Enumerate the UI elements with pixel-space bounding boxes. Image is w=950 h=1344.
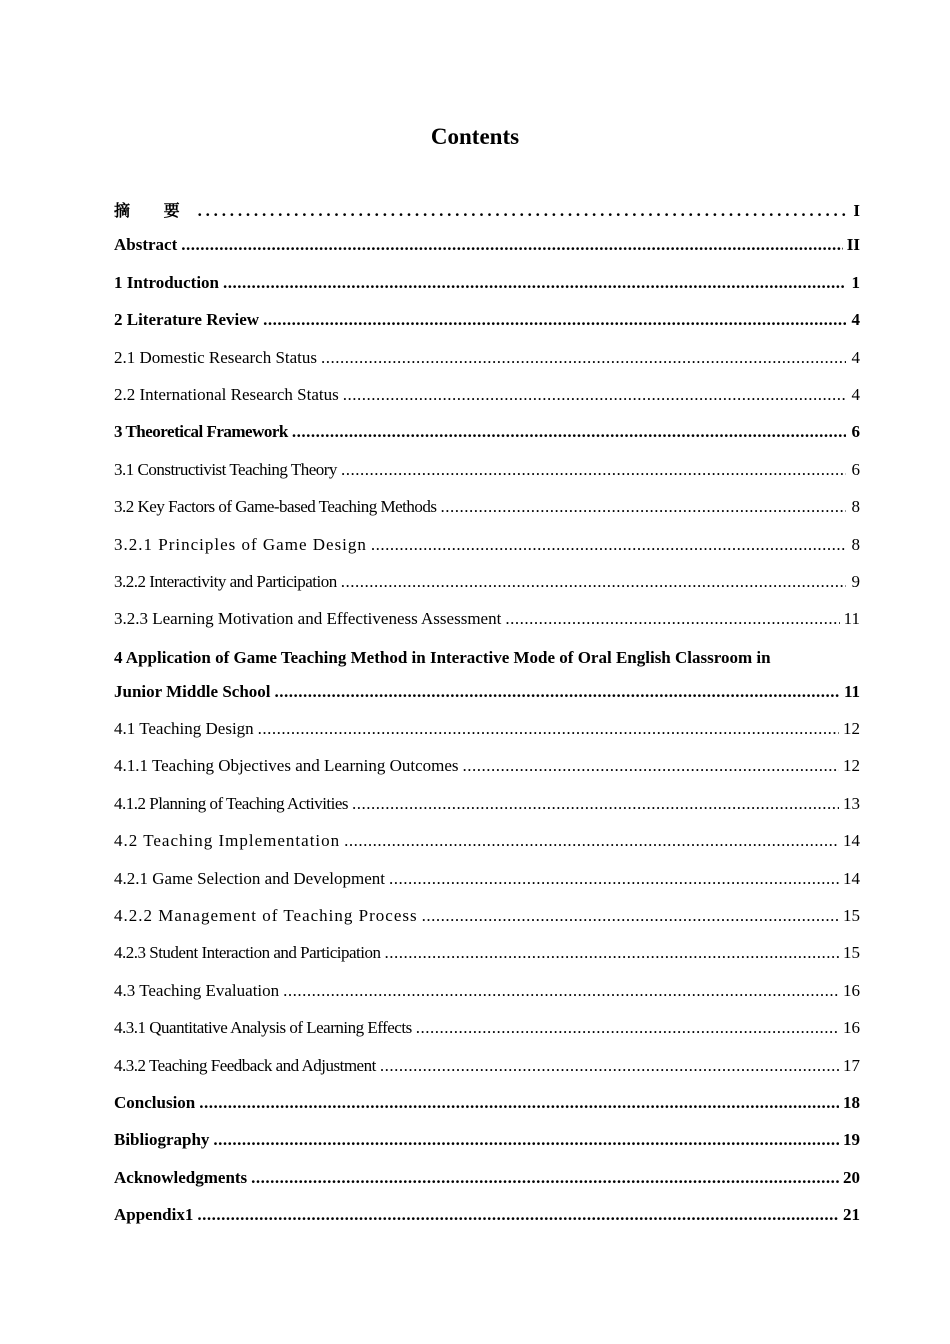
toc-entry-page-number: 12 — [843, 756, 860, 776]
toc-entry-page-number: I — [853, 201, 860, 220]
toc-entry-row — [114, 385, 860, 422]
toc-entry[interactable] — [114, 719, 860, 756]
toc-entry-page-number: 18 — [843, 1092, 860, 1112]
toc-entry[interactable] — [114, 1130, 860, 1167]
toc-entry-label: 2.2 International Research Status — [114, 384, 339, 404]
dot-leader — [213, 1130, 839, 1150]
toc-entry-row — [114, 682, 860, 719]
toc-entry[interactable] — [114, 943, 860, 980]
toc-entry[interactable] — [114, 535, 860, 572]
toc-entry-label-line1: 4 Application of Game Teaching Method in Interactive Mode of Oral English Classroom in — [114, 647, 771, 667]
dot-leader — [197, 1205, 839, 1225]
toc-entry-row — [114, 535, 860, 572]
table-of-contents — [114, 198, 860, 1243]
dot-leader — [371, 535, 846, 555]
toc-entry-page-number: 1 — [851, 272, 860, 292]
toc-entry-page-number: 15 — [843, 943, 860, 963]
toc-entry-row — [114, 198, 860, 235]
dot-leader — [343, 385, 846, 405]
toc-entry-label: Junior Middle School — [114, 681, 271, 701]
dot-leader — [344, 831, 839, 851]
toc-entry-page-number: 14 — [843, 831, 860, 851]
toc-entry-label: 4.1 Teaching Design — [114, 719, 254, 739]
toc-entry[interactable] — [114, 981, 860, 1018]
toc-entry-row — [114, 756, 860, 793]
dot-leader — [380, 1056, 839, 1076]
toc-entry-label: Conclusion — [114, 1092, 196, 1112]
toc-entry-row — [114, 497, 860, 534]
toc-entry-page-number: 4 — [851, 347, 860, 367]
toc-entry-page-number: 16 — [843, 980, 860, 1000]
toc-entry-label: Abstract — [114, 235, 178, 255]
toc-entry-row — [114, 460, 860, 497]
toc-entry-label: Bibliography — [114, 1130, 210, 1150]
toc-entry-page-number: 16 — [843, 1018, 860, 1038]
dot-leader — [181, 235, 843, 255]
dot-leader — [389, 869, 839, 889]
dot-leader — [463, 756, 839, 776]
toc-entry-row — [114, 1168, 860, 1205]
toc-entry-page-number: 13 — [843, 793, 860, 813]
dot-leader — [441, 497, 847, 517]
toc-entry-label: 3.2.1 Principles of Game Design — [114, 534, 367, 554]
toc-entry-row — [114, 1205, 860, 1242]
toc-entry-row — [114, 609, 860, 646]
toc-entry-row — [114, 235, 860, 272]
toc-entry-row — [114, 981, 860, 1018]
toc-entry-page-number: 11 — [843, 609, 860, 629]
toc-entry[interactable] — [114, 794, 860, 831]
toc-entry-page-number: 17 — [843, 1055, 860, 1075]
dot-leader — [223, 273, 846, 293]
dot-leader — [198, 201, 846, 221]
toc-entry-label: 4.2.2 Management of Teaching Process — [114, 906, 418, 926]
toc-entry-label: 摘 要 — [114, 201, 194, 220]
toc-entry-page-number: 15 — [843, 906, 860, 926]
dot-leader — [275, 682, 840, 702]
toc-entry-label: 4.1.2 Planning of Teaching Activities — [114, 793, 349, 813]
toc-entry-page-number: 21 — [843, 1205, 860, 1225]
toc-entry[interactable] — [114, 198, 860, 235]
toc-entry-label: 4.2.1 Game Selection and Development — [114, 868, 385, 888]
toc-entry-row — [114, 572, 860, 609]
dot-leader — [422, 906, 839, 926]
toc-entry-label: 2.1 Domestic Research Status — [114, 347, 318, 367]
dot-leader — [292, 422, 846, 442]
toc-entry-label: 2 Literature Review — [114, 310, 260, 330]
toc-entry[interactable] — [114, 460, 860, 497]
toc-entry-label: 4.1.1 Teaching Objectives and Learning Outcomes — [114, 756, 459, 776]
toc-entry-page-number: 11 — [843, 681, 860, 701]
toc-entry-label: 3.2.3 Learning Motivation and Effectiveness Assessment — [114, 609, 502, 629]
toc-entry[interactable] — [114, 1168, 860, 1205]
toc-entry-row — [114, 831, 860, 868]
toc-entry-row — [114, 273, 860, 310]
toc-entry[interactable] — [114, 422, 860, 459]
toc-entry[interactable] — [114, 235, 860, 272]
dot-leader — [505, 609, 839, 629]
page-title: Contents — [430, 124, 520, 149]
toc-entry-label: 4.3.2 Teaching Feedback and Adjustment — [114, 1055, 376, 1075]
toc-entry-page-number: 19 — [843, 1130, 860, 1150]
toc-entry[interactable] — [114, 756, 860, 793]
toc-entry[interactable] — [114, 497, 860, 534]
toc-entry-row — [114, 943, 860, 980]
toc-entry-label: 3 Theoretical Framework — [114, 422, 288, 442]
toc-entry[interactable] — [114, 1205, 860, 1242]
toc-entry-label: 3.2.2 Interactivity and Participation — [114, 571, 337, 591]
toc-entry-row — [114, 1018, 860, 1055]
toc-entry-label: 3.1 Constructivist Teaching Theory — [114, 459, 337, 479]
toc-entry-label: 4.2.3 Student Interaction and Participation — [114, 943, 381, 963]
toc-entry-row — [114, 348, 860, 385]
dot-leader — [341, 572, 846, 592]
toc-entry[interactable] — [114, 647, 860, 719]
toc-entry-row — [114, 906, 860, 943]
toc-entry[interactable] — [114, 869, 860, 906]
toc-entry-row — [114, 869, 860, 906]
toc-entry-label: 4.3.1 Quantitative Analysis of Learning Effects — [114, 1018, 412, 1038]
toc-entry-label: 3.2 Key Factors of Game-based Teaching Methods — [114, 497, 437, 517]
toc-entry-page-number: 6 — [851, 422, 860, 442]
toc-entry[interactable] — [114, 1056, 860, 1093]
toc-entry-page-number: 9 — [851, 571, 860, 591]
toc-entry-page-number: 12 — [843, 719, 860, 739]
toc-entry[interactable] — [114, 609, 860, 646]
toc-entry-label: 1 Introduction — [114, 272, 220, 292]
toc-entry-row — [114, 794, 860, 831]
toc-entry-row — [114, 1130, 860, 1167]
toc-entry-page-number: 20 — [843, 1167, 860, 1187]
toc-entry[interactable] — [114, 572, 860, 609]
dot-leader — [263, 310, 846, 330]
toc-entry-row — [114, 422, 860, 459]
toc-entry-label: 4.3 Teaching Evaluation — [114, 980, 280, 1000]
toc-entry[interactable] — [114, 831, 860, 868]
toc-entry[interactable] — [114, 1018, 860, 1055]
toc-entry-row — [114, 310, 860, 347]
toc-entry[interactable] — [114, 348, 860, 385]
toc-entry[interactable] — [114, 310, 860, 347]
dot-leader — [321, 348, 846, 368]
toc-entry-page-number: II — [846, 235, 860, 255]
toc-entry-label: Acknowledgments — [114, 1167, 248, 1187]
dot-leader — [251, 1168, 839, 1188]
toc-entry[interactable] — [114, 385, 860, 422]
toc-entry-page-number: 4 — [851, 384, 860, 404]
dot-leader — [385, 943, 840, 963]
toc-entry-page-number: 6 — [851, 459, 860, 479]
toc-entry-label: Appendix1 — [114, 1205, 194, 1225]
dot-leader — [199, 1093, 839, 1113]
toc-entry[interactable] — [114, 906, 860, 943]
toc-entry-page-number: 8 — [851, 497, 860, 517]
toc-entry[interactable] — [114, 273, 860, 310]
toc-entry-row — [114, 1056, 860, 1093]
toc-entry[interactable] — [114, 1093, 860, 1130]
dot-leader — [258, 719, 839, 739]
toc-entry-row — [114, 719, 860, 756]
toc-entry-label: 4.2 Teaching Implementation — [114, 831, 341, 851]
toc-entry-page-number: 14 — [843, 868, 860, 888]
toc-entry-page-number: 8 — [851, 534, 860, 554]
dot-leader — [352, 794, 839, 814]
toc-entry-row — [114, 1093, 860, 1130]
dot-leader — [341, 460, 846, 480]
dot-leader — [283, 981, 839, 1001]
dot-leader — [416, 1018, 839, 1038]
toc-entry-page-number: 4 — [851, 310, 860, 330]
